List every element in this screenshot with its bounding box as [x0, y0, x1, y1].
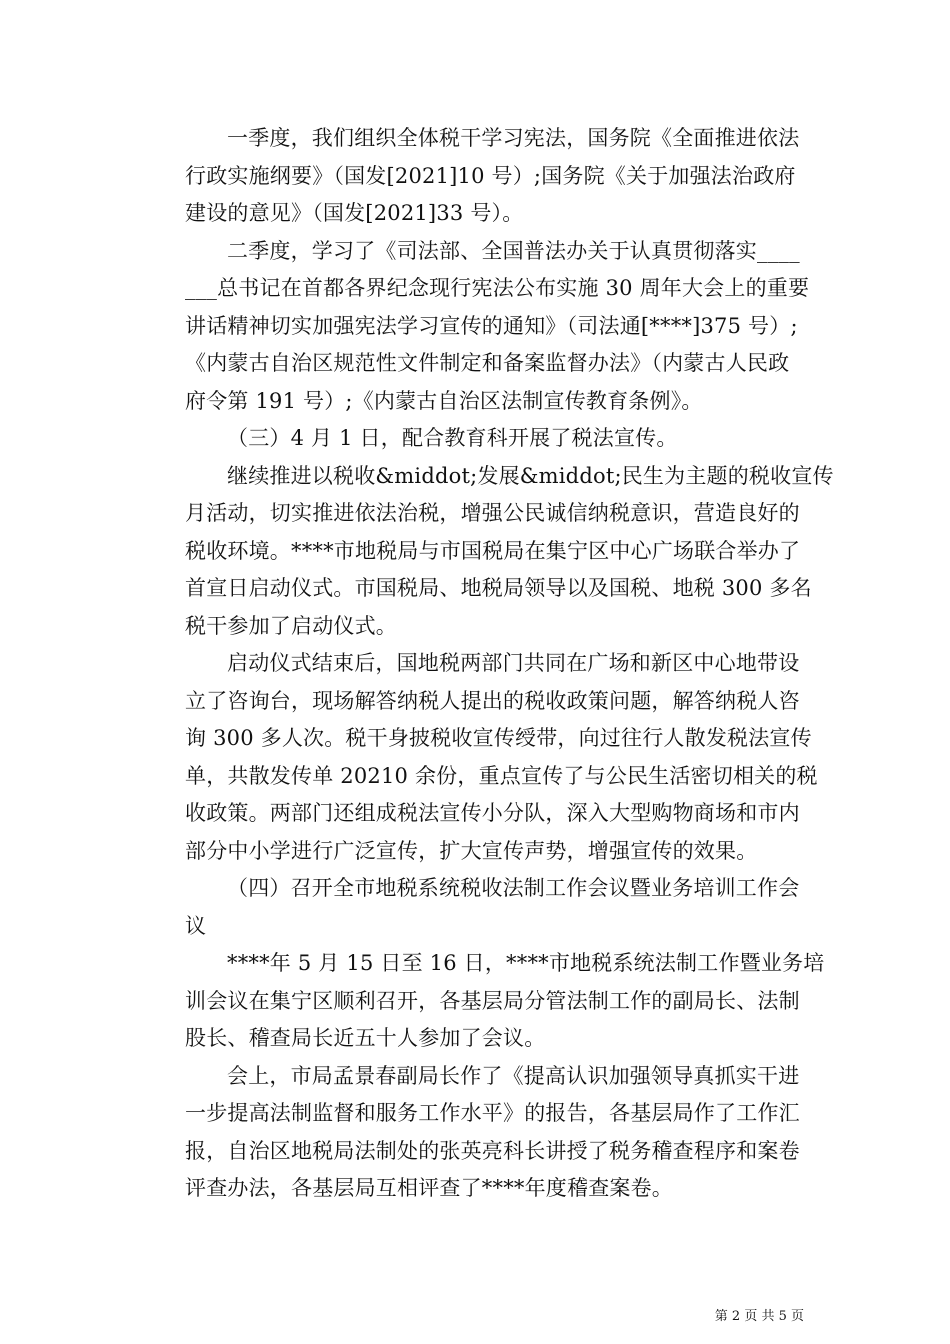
text-line: 报，自治区地税局法制处的张英亮科长讲授了税务稽查程序和案卷 — [185, 1138, 800, 1163]
text-line: 评查办法，各基层局互相评查了****年度稽查案卷。 — [185, 1176, 673, 1200]
paragraph-report — [143, 1058, 811, 1208]
text-line: 税干参加了启动仪式。 — [185, 613, 397, 638]
section-heading-3 — [143, 420, 811, 458]
text-line: ___总书记在首都各界纪念现行宪法公布实施 30 周年大会上的重要 — [185, 276, 810, 300]
paragraph-meeting — [143, 945, 825, 1058]
text-line: 询 300 多人次。税干身披税收宣传绶带，向过往行人散发税法宣传 — [185, 726, 812, 750]
text-line: 首宣日启动仪式。市国税局、地税局领导以及国税、地税 300 多名 — [185, 576, 812, 600]
text-line: 一季度，我们组织全体税干学习宪法，国务院《全面推进依法 — [227, 126, 800, 150]
text-line: 月活动，切实推进依法治税，增强公民诚信纳税意识，营造良好的 — [185, 501, 800, 525]
text-line: 部分中小学进行广泛宣传，扩大宣传声势，增强宣传的效果。 — [185, 838, 758, 863]
paragraph-tax-month — [143, 458, 834, 646]
text-line: （四）召开全市地税系统税收法制工作会议暨业务培训工作会 — [227, 876, 800, 900]
page-number: 第 2 页 共 5 页 — [714, 1309, 804, 1324]
text-line: 建设的意见》（国发[2021]33 号）。 — [185, 201, 524, 225]
document-body — [143, 120, 834, 1208]
paragraph-q2-study — [143, 233, 811, 421]
text-line: 启动仪式结束后，国地税两部门共同在广场和新区中心地带设 — [227, 651, 800, 675]
text-line: 府令第 191 号）;《内蒙古自治区法制宣传教育条例》。 — [185, 388, 703, 413]
section-heading-4 — [143, 870, 811, 945]
paragraph-consultation — [143, 645, 818, 870]
text-line: 行政实施纲要》（国发[2021]10 号）;国务院《关于加强法治政府 — [185, 163, 796, 188]
text-line: 议 — [185, 913, 207, 938]
text-line: 税收环境。****市地税局与市国税局在集宁区中心广场联合举办了 — [185, 538, 801, 563]
text-line: 股长、稽查局长近五十人参加了会议。 — [185, 1026, 546, 1050]
text-line: 一步提高法制监督和服务工作水平》的报告，各基层局作了工作汇 — [185, 1101, 800, 1125]
text-line: （三）4 月 1 日，配合教育科开展了税法宣传。 — [227, 426, 678, 450]
text-line: 单，共散发传单 20210 余份，重点宣传了与公民生活密切相关的税 — [185, 763, 818, 788]
text-line: 讲话精神切实加强宪法学习宣传的通知》（司法通[****]375 号）; — [185, 313, 798, 338]
text-line: 收政策。两部门还组成税法宣传小分队，深入大型购物商场和市内 — [185, 801, 800, 825]
text-line: 训会议在集宁区顺利召开，各基层局分管法制工作的副局长、法制 — [185, 988, 800, 1013]
paragraph-q1-study — [143, 120, 811, 233]
text-line: 《内蒙古自治区规范性文件制定和备案监督办法》（内蒙古人民政 — [185, 351, 790, 375]
text-line: ****年 5 月 15 日至 16 日，****市地税系统法制工作暨业务培 — [227, 951, 825, 975]
text-line: 立了咨询台，现场解答纳税人提出的税收政策问题，解答纳税人咨 — [185, 688, 800, 713]
text-line: 二季度，学习了《司法部、全国普法办关于认真贯彻落实____ — [227, 238, 800, 263]
text-line: 会上，市局孟景春副局长作了《提高认识加强领导真抓实干进 — [227, 1063, 800, 1088]
text-line: 继续推进以税收&middot;发展&middot;民生为主题的税收宣传 — [227, 463, 834, 488]
